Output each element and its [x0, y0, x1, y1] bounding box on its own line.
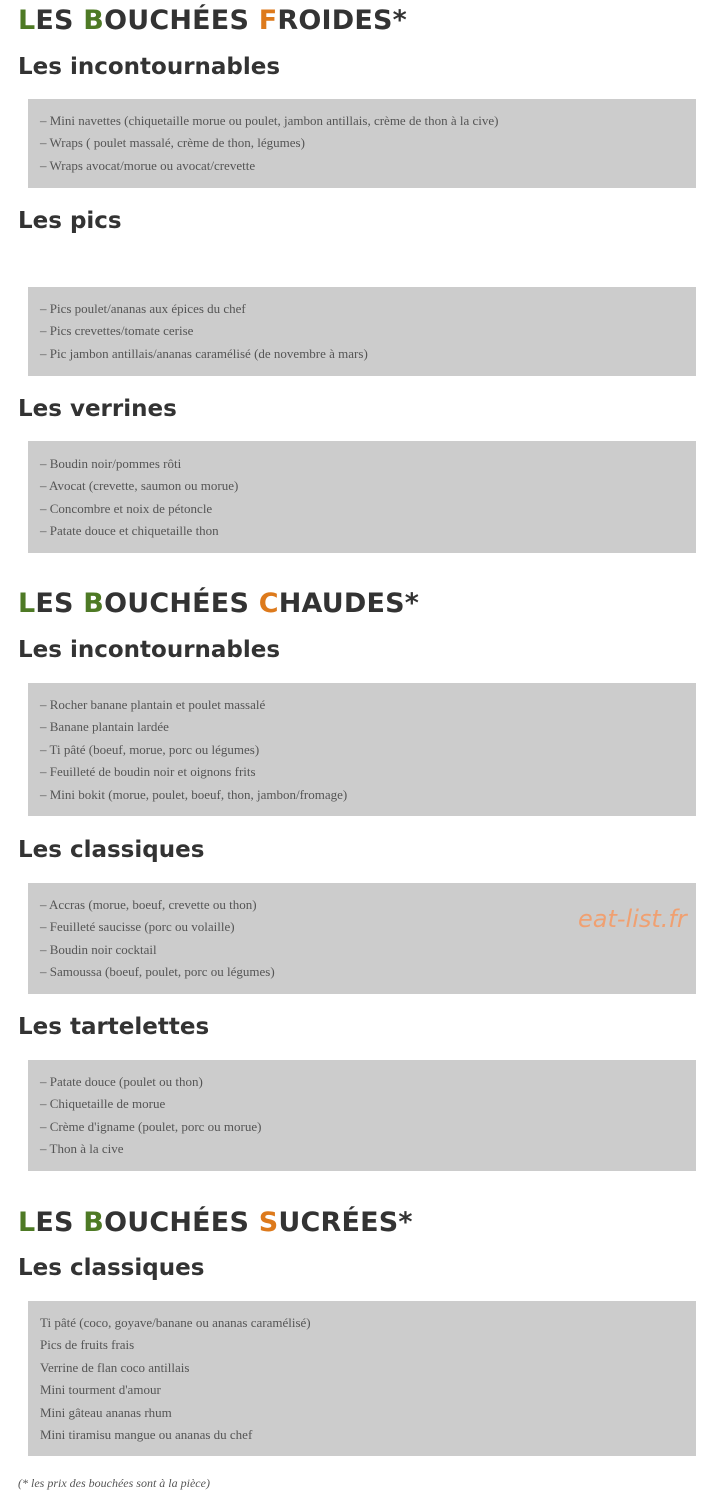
title-text: OUCHÉES [104, 5, 259, 36]
list-item: – Feuilleté saucisse (porc ou volaille) [40, 919, 235, 935]
title-text: UCRÉES* [278, 1207, 413, 1238]
title-initial: B [83, 588, 105, 619]
list-item: – Accras (morue, boeuf, crevette ou thon) [40, 897, 257, 912]
group-title: Les verrines [18, 396, 177, 422]
menu-list [40, 694, 696, 806]
menu-list [40, 110, 696, 177]
list-item: – Pic jambon antillais/ananas caramélisé (de novembre à mars) [40, 345, 368, 361]
menu-list-box [28, 287, 696, 376]
group-title: Les incontournables [18, 637, 281, 663]
list-item: – Mini navettes (chiquetaille morue ou poulet, jambon antillais, crème de thon à la cive) [40, 113, 499, 128]
list-item: – Wraps ( poulet massalé, crème de thon, légumes) [40, 135, 305, 151]
watermark: eat-list.fr [578, 905, 687, 933]
title-initial: B [83, 5, 105, 36]
list-item: Pics de fruits frais [40, 1337, 135, 1353]
title-text: ES [35, 588, 84, 619]
list-item: Mini tiramisu mangue ou ananas du chef [40, 1426, 253, 1442]
menu-list-box [28, 1060, 696, 1171]
section-title-chaudes [18, 587, 419, 621]
footnote: (* les prix des bouchées sont à la pièce) [18, 1476, 210, 1490]
list-item: – Avocat (crevette, saumon ou morue) [40, 478, 239, 494]
section-title-froides [18, 4, 407, 38]
list-item: – Pics crevettes/tomate cerise [40, 323, 194, 339]
list-item: – Pics poulet/ananas aux épices du chef [40, 301, 246, 316]
list-item: – Crème d'igname (poulet, porc ou morue) [40, 1118, 262, 1134]
list-item: – Boudin noir cocktail [40, 941, 157, 957]
menu-list [40, 298, 696, 365]
title-initial: F [258, 5, 278, 36]
menu-list [40, 1312, 696, 1446]
title-initial: S [258, 1207, 279, 1238]
list-item: – Chiquetaille de morue [40, 1096, 166, 1112]
title-initial: L [18, 588, 36, 619]
menu-list [40, 453, 696, 543]
group-title: Les tartelettes [18, 1014, 210, 1040]
menu-list-box [28, 99, 696, 188]
group-title: Les classiques [18, 1255, 205, 1281]
title-text: ES [35, 5, 84, 36]
list-item: – Wraps avocat/morue ou avocat/crevette [40, 157, 256, 173]
title-text: OUCHÉES [104, 1207, 259, 1238]
menu-list-box [28, 441, 696, 553]
title-text: ES [35, 1207, 84, 1238]
list-item: – Concombre et noix de pétoncle [40, 500, 213, 516]
list-item: – Feuilleté de boudin noir et oignons frits [40, 764, 256, 780]
title-initial: L [18, 1207, 36, 1238]
list-item: – Banane plantain lardée [40, 719, 169, 735]
list-item: Ti pâté (coco, goyave/banane ou ananas caramélisé) [40, 1315, 311, 1330]
title-text: ROIDES* [277, 5, 407, 36]
list-item: – Samoussa (boeuf, poulet, porc ou légumes) [40, 964, 275, 980]
list-item: Mini gâteau ananas rhum [40, 1404, 172, 1420]
list-item: – Mini bokit (morue, poulet, boeuf, thon, jambon/fromage) [40, 786, 348, 802]
list-item: – Thon à la cive [40, 1141, 124, 1157]
title-initial: L [18, 5, 36, 36]
list-item: Mini tourment d'amour [40, 1382, 161, 1398]
title-text: OUCHÉES [104, 588, 259, 619]
menu-list-box [28, 683, 696, 816]
list-item: – Boudin noir/pommes rôti [40, 456, 182, 471]
section-title-sucrees [18, 1206, 413, 1240]
menu-list-box [28, 1301, 696, 1456]
list-item: – Patate douce et chiquetaille thon [40, 523, 219, 539]
title-initial: C [258, 588, 279, 619]
list-item: Verrine de flan coco antillais [40, 1359, 190, 1375]
list-item: – Rocher banane plantain et poulet massalé [40, 697, 266, 712]
group-title: Les incontournables [18, 54, 281, 80]
list-item: – Ti pâté (boeuf, morue, porc ou légumes) [40, 741, 260, 757]
title-initial: B [83, 1207, 105, 1238]
list-item: – Patate douce (poulet ou thon) [40, 1074, 203, 1089]
menu-list [40, 1071, 696, 1161]
group-title: Les pics [18, 208, 122, 234]
menu-list-box [28, 883, 696, 994]
group-title: Les classiques [18, 837, 205, 863]
title-text: HAUDES* [278, 588, 420, 619]
